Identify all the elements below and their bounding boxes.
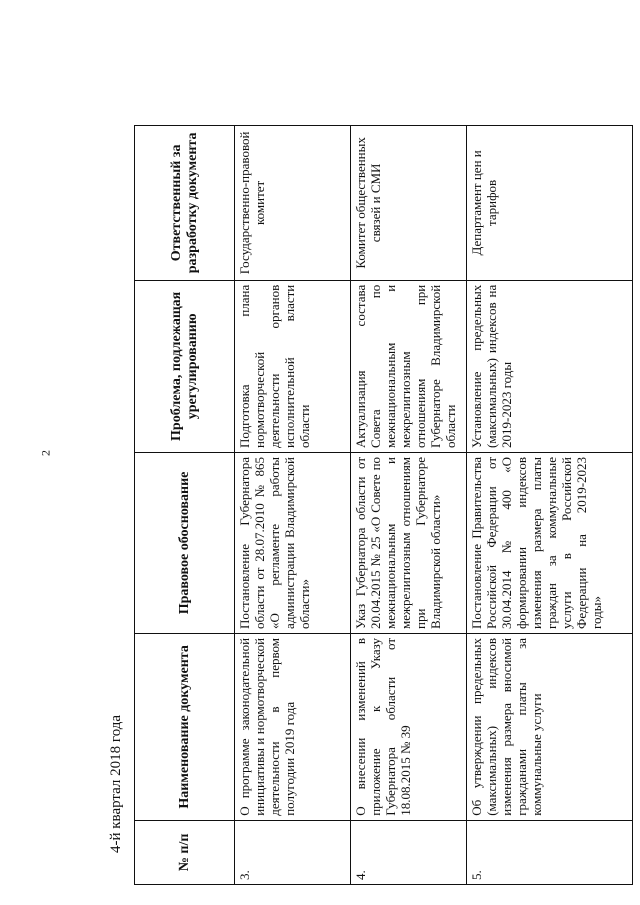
quarter-title: 4-й квартал 2018 года [108, 714, 124, 853]
rotated-document [108, 125, 639, 885]
row-number: 4. [351, 820, 467, 884]
header-responsible: Ответственный за разработку документа [135, 126, 235, 281]
responsible: Департамент цен и тарифов [467, 126, 633, 281]
header-legal-basis: Правовое обоснование [135, 452, 235, 633]
responsible: Комитет общественных связей и СМИ [351, 126, 467, 281]
regulation-plan-table [134, 125, 633, 885]
table-row [467, 126, 633, 885]
header-problem: Проблема, подлежащая урегулированию [135, 280, 235, 452]
document-name: Об утверждении предельных (максимальных) индексов изменения размера вносимой гражданами платы за коммунальные услуги [467, 633, 633, 820]
table-header-row [135, 126, 235, 885]
document-name: О внесении изменений в приложение к Указу Губернатора области от 18.08.2015 № 39 [351, 633, 467, 820]
legal-basis: Постановление Губернатора области от 28.07.2010 № 865 «О регламенте работы администрации Владимирской области» [235, 452, 351, 633]
table-row [351, 126, 467, 885]
legal-basis: Постановление Правительства Российской Федерации от 30.04.2014 № 400 «О формировании индексов изменения размера платы граждан за коммунальные услуги в Российской Федерации на 2019-2023 годы» [467, 452, 633, 633]
page-number: 2 [38, 450, 53, 456]
table-row [235, 126, 351, 885]
problem: Подготовка плана нормотворческой деятельности органов исполнительной власти области [235, 280, 351, 452]
problem: Актуализация состава Совета по межнациональным и межрелигиозным отношениям при Губернаторе Владимирской области [351, 280, 467, 452]
problem: Установление предельных (максимальных) индексов на 2019-2023 годы [467, 280, 633, 452]
header-num: № п/п [135, 820, 235, 884]
responsible: Государственно-правовой комитет [235, 126, 351, 281]
row-number: 3. [235, 820, 351, 884]
legal-basis: Указ Губернатора области от 20.04.2015 № 25 «О Совете по межнациональным и межрелигиозным отношениям при Губернаторе Владимирской области» [351, 452, 467, 633]
header-document-name: Наименование документа [135, 633, 235, 820]
row-number: 5. [467, 820, 633, 884]
document-name: О программе законодательной инициативы и нормотворческой деятельности в первом полугодии 2019 года [235, 633, 351, 820]
